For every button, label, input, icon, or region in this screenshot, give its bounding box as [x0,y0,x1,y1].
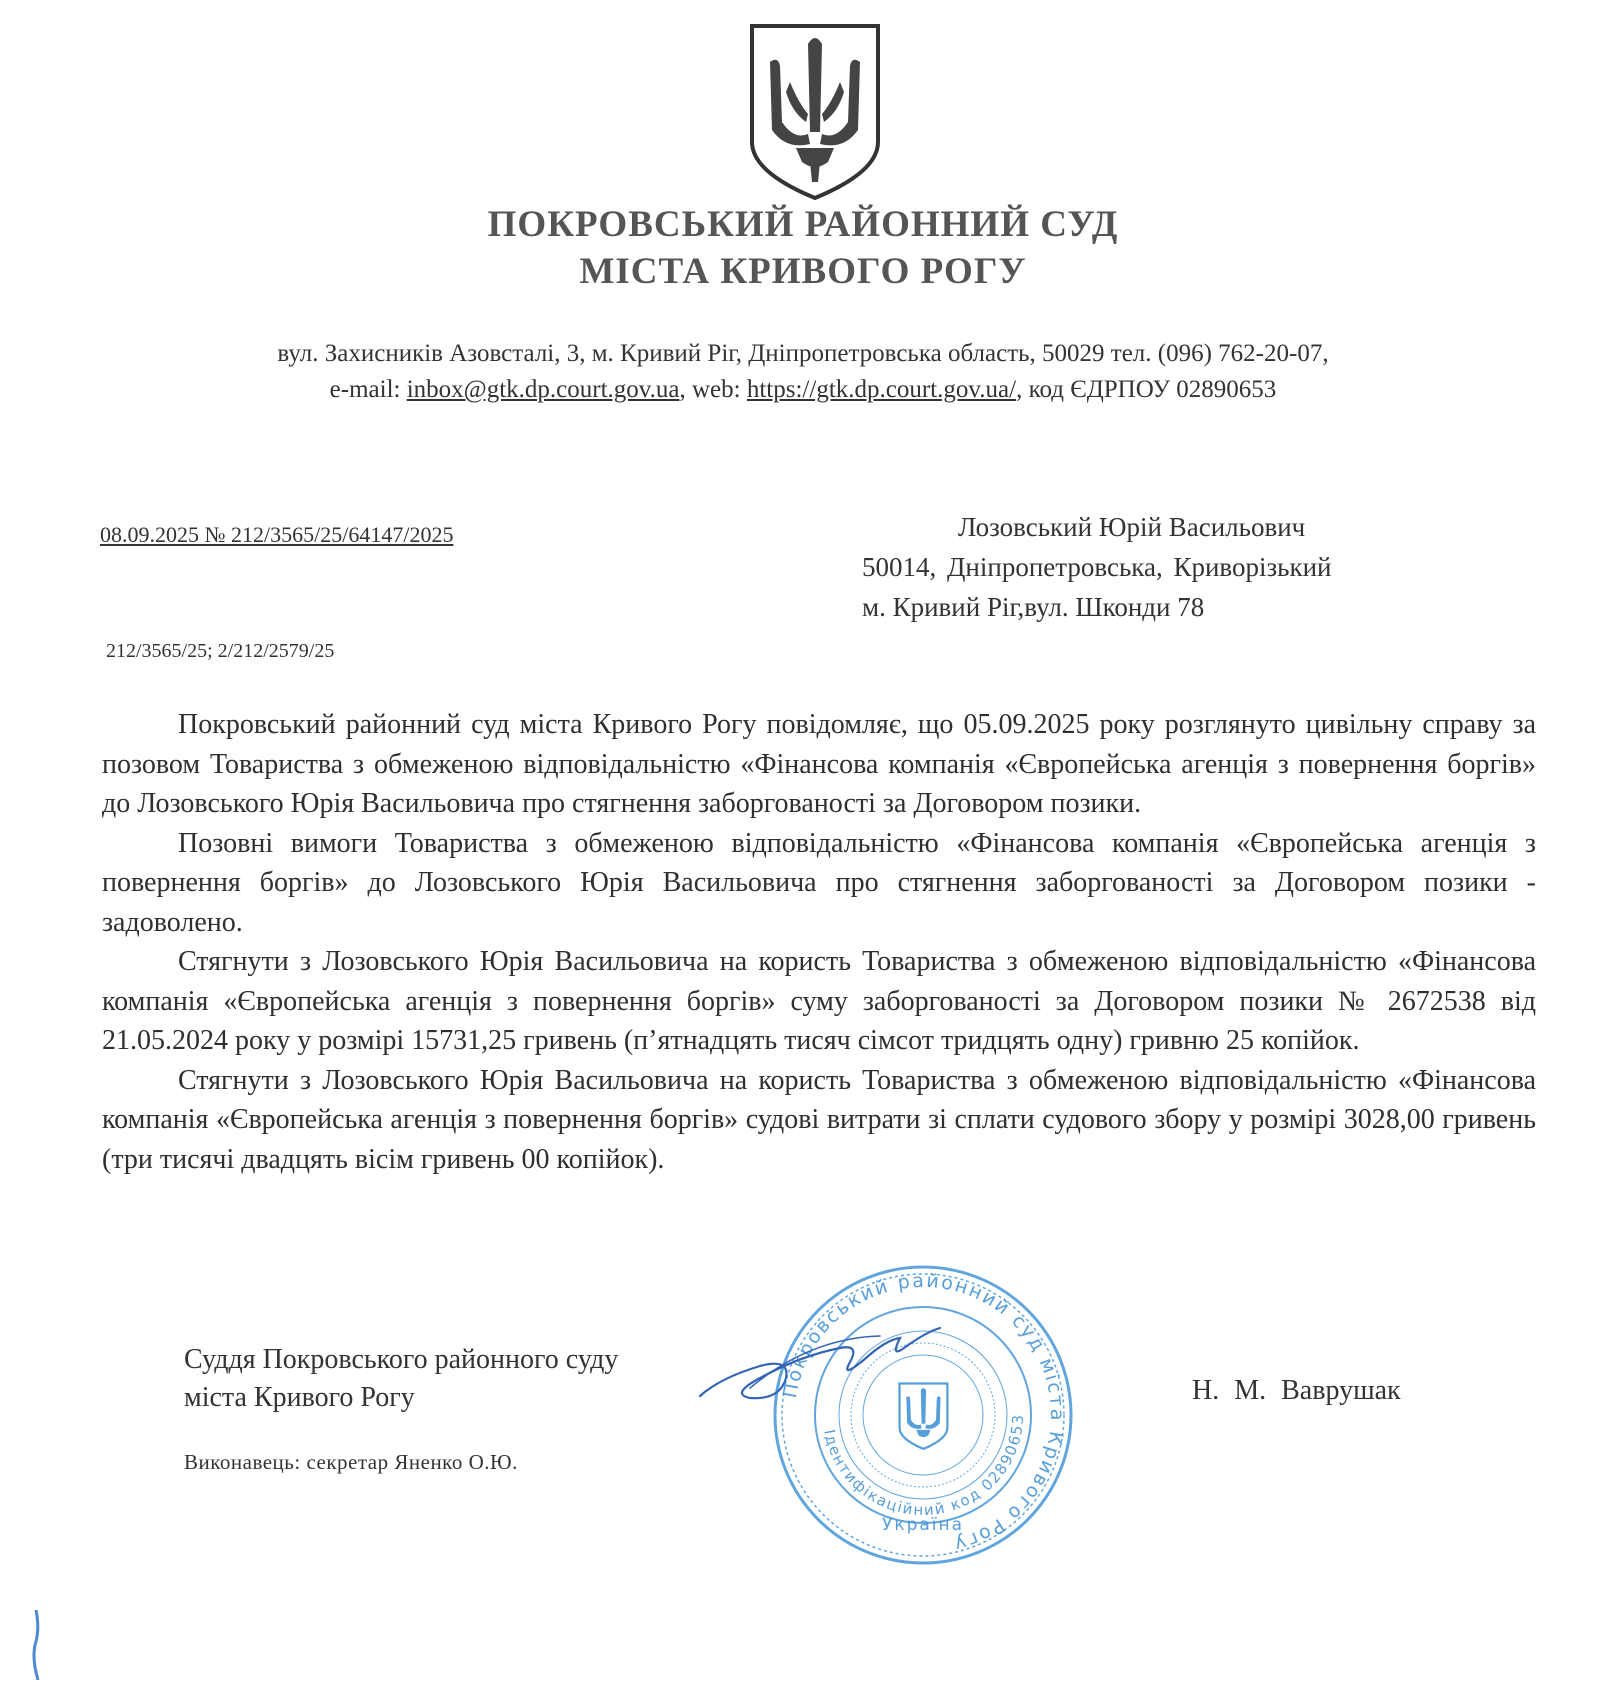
handwritten-signature-icon [690,1318,950,1410]
scan-edge-mark [30,1610,44,1680]
court-name-line1: ПОКРОВСЬКИЙ РАЙОННИЙ СУД [487,204,1119,245]
court-name-line2: МІСТА КРИВОГО РОГУ [579,251,1027,292]
letter-body [102,705,1536,1179]
svg-text:Ідентифікаційний код 02890653 [820,1413,1027,1519]
case-numbers: 212/3565/25; 2/212/2579/25 [106,640,335,662]
stamp-inner-text: Ідентифікаційний код 02890653 [820,1413,1028,1520]
signer-position-line2: міста Кривого Рогу [184,1382,415,1413]
body-paragraph: Стягнути з Лозовського Юрія Васильовича на користь Товариства з обмеженою відповідальністю «Фінансова компанія «Європейська агенція з повернення боргів» суму заборгованості за Договором позики № 2672538 від 21.05.2024 року у розмірі 15731,25 гривень (п’ятнадцять тисяч сімсот тридцять одну) гривню 25 копійок. [102,946,1536,1056]
signer-position-line1: Суддя Покровського районного суду [184,1344,619,1375]
email-label: e-mail: [329,376,407,403]
body-paragraph: Позовні вимоги Товариства з обмеженою відповідальністю «Фінансова компанія «Європейська агенція з повернення боргів» до Лозовського Юрія Васильовича про стягнення заборгованості за Договором позики - задоволено. [102,827,1536,938]
outgoing-reference: 08.09.2025 № 212/3565/25/64147/2025 [100,522,454,547]
coat-of-arms-icon [748,22,882,202]
web-label: , web: [679,376,747,403]
recipient-address-line2: м. Кривий Ріг,вул. Шконди 78 [862,592,1205,622]
web-link[interactable]: https://gtk.dp.court.gov.ua/ [746,376,1017,403]
executor-note: Виконавець: секретар Яненко О.Ю. [184,1450,518,1474]
email-link[interactable]: inbox@gtk.dp.court.gov.ua [406,376,680,403]
body-paragraph: Покровський районний суд міста Кривого Рогу повідомляє, що 05.09.2025 року розглянуто цивільну справу за позовом Товариства з обмеженою відповідальністю «Фінансова компанія «Європейська агенція з повернення боргів» до Лозовського Юрія Васильовича про стягнення заборгованості за Договором позики. [102,709,1536,819]
edrpou-code: , код ЄДРПОУ 02890653 [1016,376,1277,403]
body-paragraph: Стягнути з Лозовського Юрія Васильовича на користь Товариства з обмеженою відповідальністю «Фінансова компанія «Європейська агенція з повернення боргів» судові витрати зі сплати судового збору у розмірі 3028,00 гривень (три тисячі двадцять вісім гривень 00 копійок). [102,1064,1536,1175]
recipient-address-line1: 50014, Дніпропетровська, Криворізький [862,552,1332,582]
recipient-name: Лозовський Юрій Васильович [958,512,1306,542]
court-contacts [0,376,1606,404]
judge-name: Н. М. Ваврушак [1192,1375,1401,1406]
stamp-bottom-text: Україна [881,1515,965,1535]
stamp-outer-text: Покровський районний суд міста Кривого Рогу [779,1269,1069,1557]
court-address: вул. Захисників Азовсталі, 3, м. Кривий Ріг, Дніпропетровська область, 50029 тел. (096) 762-20-07, [277,340,1329,367]
official-stamp-icon [770,1262,1076,1568]
